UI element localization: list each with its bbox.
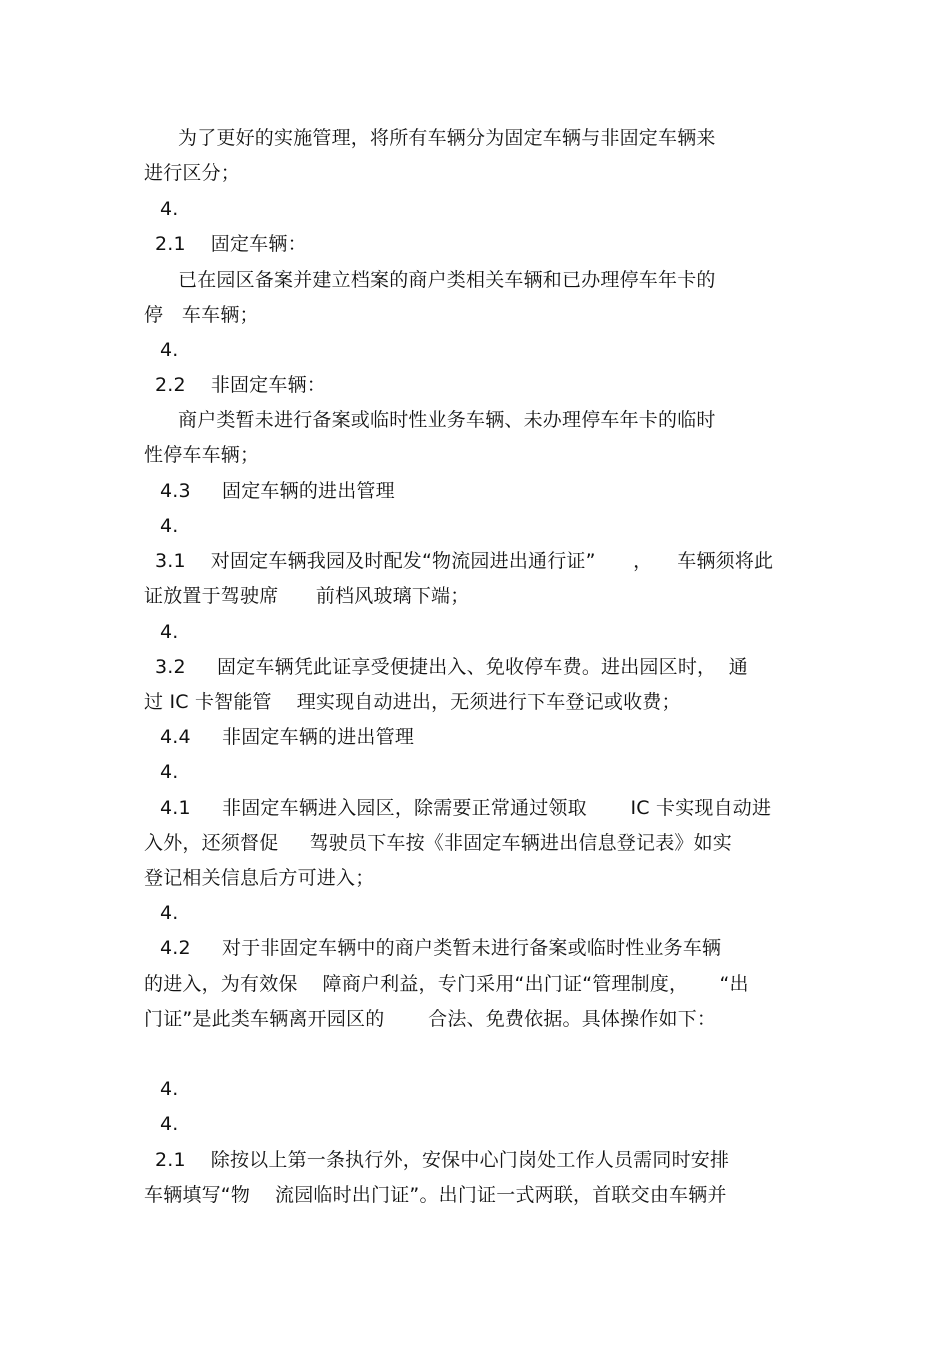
paragraph-line: 为了更好的实施管理，将所有车辆分为固定车辆与非固定车辆来 xyxy=(178,127,716,149)
section-number: 4. xyxy=(160,339,179,361)
section-heading: 2.2 非固定车辆： xyxy=(155,374,326,396)
section-number: 4. xyxy=(160,621,179,643)
paragraph-line: 4.1 非固定车辆进入园区，除需要正常通过领取 IC 卡实现自动进 xyxy=(160,797,772,819)
paragraph-line: 门证”是此类车辆离开园区的 合法、免费依据。具体操作如下： xyxy=(144,1008,717,1030)
section-heading: 2.1 固定车辆： xyxy=(155,233,307,255)
section-heading: 4.4 非固定车辆的进出管理 xyxy=(160,726,415,748)
paragraph-line: 已在园区备案并建立档案的商户类相关车辆和已办理停车年卡的 xyxy=(178,269,716,291)
paragraph-line: 登记相关信息后方可进入； xyxy=(144,867,375,889)
paragraph-line: 3.1 对固定车辆我园及时配发“物流园进出通行证” ， 车辆须将此 xyxy=(155,550,774,572)
paragraph-line: 车辆填写“物 流园临时出门证”。出门证一式两联，首联交由车辆并 xyxy=(144,1184,727,1206)
section-heading: 4.3 固定车辆的进出管理 xyxy=(160,480,395,502)
paragraph-line: 入外，还须督促 驾驶员下车按《非固定车辆进出信息登记表》如实 xyxy=(144,832,732,854)
section-number: 4. xyxy=(160,761,179,783)
section-number: 4. xyxy=(160,1113,179,1135)
section-number: 4. xyxy=(160,902,179,924)
paragraph-line: 的进入，为有效保 障商户利益，专门采用“出门证“管理制度， “出 xyxy=(144,973,749,995)
paragraph-line: 3.2 固定车辆凭此证享受便捷出入、免收停车费。进出园区时， 通 xyxy=(155,656,748,678)
paragraph-line: 过 IC 卡智能管 理实现自动进出，无须进行下车登记或收费； xyxy=(144,691,681,713)
paragraph-line: 2.1 除按以上第一条执行外，安保中心门岗处工作人员需同时安排 xyxy=(155,1149,730,1171)
paragraph-line: 性停车车辆； xyxy=(144,444,260,466)
paragraph-line: 证放置于驾驶席 前档风玻璃下端； xyxy=(144,585,470,607)
section-number: 4. xyxy=(160,515,179,537)
section-number: 4. xyxy=(160,198,179,220)
section-number: 4. xyxy=(160,1078,179,1100)
paragraph-line: 商户类暂未进行备案或临时性业务车辆、未办理停车年卡的临时 xyxy=(178,409,716,431)
paragraph-line: 进行区分； xyxy=(144,162,241,184)
paragraph-line: 4.2 对于非固定车辆中的商户类暂未进行备案或临时性业务车辆 xyxy=(160,937,722,959)
paragraph-line: 停 车车辆； xyxy=(144,304,259,326)
